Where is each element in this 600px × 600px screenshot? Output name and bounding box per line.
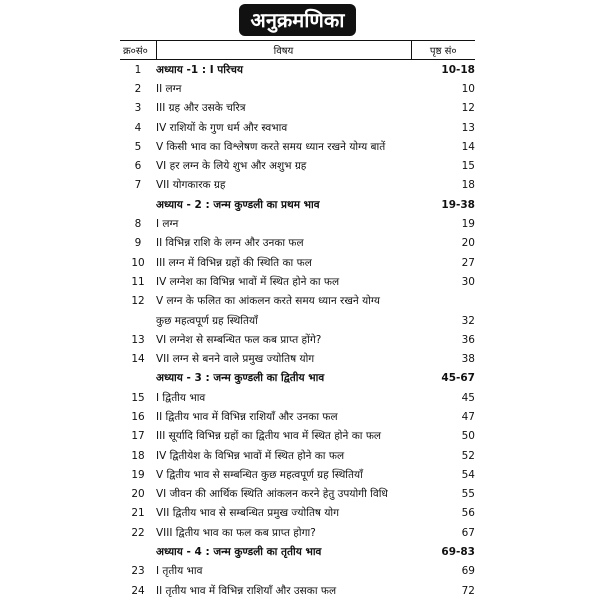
index-page <box>120 0 475 600</box>
row-subject: VI हर लग्न के लिये शुभ और अशुभ ग्रह <box>156 160 307 173</box>
row-subject: III सूर्यादि विभिन्न ग्रहों का द्वितीय भाव में स्थित होने का फल <box>156 430 382 443</box>
toc-row <box>120 253 475 272</box>
row-no <box>120 311 156 330</box>
toc-row <box>120 427 475 446</box>
page-title: अनुक्रमणिका <box>239 4 357 36</box>
toc-row <box>120 176 475 195</box>
row-no: 5 <box>134 140 142 153</box>
toc-row <box>120 311 475 330</box>
row-no: 15 <box>131 391 145 404</box>
row-subject: III लग्न में विभिन्न ग्रहों की स्थिति का फल <box>156 256 312 269</box>
row-page: 10-18 <box>441 63 475 76</box>
toc-row <box>120 272 475 291</box>
toc-row <box>120 349 475 368</box>
row-no: 16 <box>131 410 145 423</box>
row-subject: II द्वितीय भाव में विभिन्न राशियाँ और उनका फल <box>156 410 338 423</box>
row-page: 69-83 <box>441 546 475 559</box>
row-page: 19-38 <box>441 198 475 211</box>
row-no: 22 <box>131 526 145 539</box>
row-subject: II तृतीय भाव में विभिन्न राशियाँ और उसका फल <box>156 584 337 597</box>
row-no: 9 <box>134 237 142 250</box>
toc-row <box>120 465 475 484</box>
row-page: 20 <box>461 237 475 250</box>
row-no <box>120 542 156 561</box>
row-subject: IV राशियों के गुण धर्म और स्वभाव <box>156 121 288 134</box>
row-subject: V द्वितीय भाव से सम्बन्धित कुछ महत्वपूर्ण ग्रह स्थितियाँ <box>156 468 363 481</box>
toc-row <box>120 446 475 465</box>
header-subject: विषय <box>156 41 411 60</box>
row-subject: VIII द्वितीय भाव का फल कब प्राप्त होगा? <box>156 526 316 539</box>
chapter-row <box>120 60 475 80</box>
toc-row <box>120 581 475 600</box>
row-subject: I तृतीय भाव <box>156 565 203 578</box>
row-page: 47 <box>461 410 475 423</box>
row-subject: V किसी भाव का विश्लेषण करते समय ध्यान रखने योग्य बातें <box>156 140 386 153</box>
row-no: 10 <box>131 256 145 269</box>
row-no: 7 <box>134 179 142 192</box>
row-page: 36 <box>461 333 475 346</box>
title-banner <box>120 0 475 40</box>
row-subject: VII लग्न से बनने वाले प्रमुख ज्योतिष योग <box>156 353 315 366</box>
row-page: 69 <box>461 565 475 578</box>
row-no: 21 <box>131 507 145 520</box>
toc-row <box>120 292 475 311</box>
row-subject: VI जीवन की आर्थिक स्थिति आंकलन करने हेतु उपयोगी विधि <box>156 488 388 501</box>
row-no: 20 <box>131 488 145 501</box>
toc-row <box>120 156 475 175</box>
row-subject: III ग्रह और उसके चरित्र <box>156 102 246 115</box>
row-page: 45-67 <box>441 372 475 385</box>
toc-row <box>120 214 475 233</box>
toc-row <box>120 99 475 118</box>
row-no: 3 <box>134 102 142 115</box>
row-page: 72 <box>461 584 475 597</box>
row-no: 8 <box>134 218 142 231</box>
toc-row <box>120 485 475 504</box>
row-page: 15 <box>461 160 475 173</box>
row-no: 18 <box>131 449 145 462</box>
toc-header-row <box>120 41 475 60</box>
row-page: 56 <box>461 507 475 520</box>
row-subject: I लग्न <box>156 218 179 231</box>
toc-row <box>120 79 475 98</box>
chapter-row <box>120 195 475 214</box>
row-subject: I द्वितीय भाव <box>156 391 206 404</box>
header-page: पृष्ठ सं० <box>411 41 475 60</box>
row-page: 52 <box>461 449 475 462</box>
toc-row <box>120 330 475 349</box>
row-page: 30 <box>461 275 475 288</box>
row-page: 27 <box>461 256 475 269</box>
toc-row <box>120 407 475 426</box>
row-page: 12 <box>461 102 475 115</box>
row-page: 14 <box>461 140 475 153</box>
row-page: 19 <box>461 218 475 231</box>
toc-row <box>120 137 475 156</box>
row-page: 67 <box>461 526 475 539</box>
row-no: 1 <box>134 63 142 76</box>
toc-row <box>120 562 475 581</box>
row-page: 13 <box>461 121 475 134</box>
toc-table <box>120 40 475 600</box>
row-subject: अध्याय - 2 : जन्म कुण्डली का प्रथम भाव <box>156 198 320 211</box>
row-no: 14 <box>131 353 145 366</box>
toc-row <box>120 234 475 253</box>
row-subject: II लग्न <box>156 82 182 95</box>
row-subject: V लग्न के फलित का आंकलन करते समय ध्यान रखने योग्य <box>156 295 380 308</box>
toc-body <box>120 60 475 600</box>
row-no: 6 <box>134 160 142 173</box>
row-no: 17 <box>131 430 145 443</box>
header-number: क्र०सं० <box>120 41 156 60</box>
toc-row <box>120 504 475 523</box>
chapter-row <box>120 369 475 388</box>
row-subject: VII योगकारक ग्रह <box>156 179 226 192</box>
row-page: 54 <box>461 468 475 481</box>
row-no <box>120 369 156 388</box>
row-subject: IV लग्नेश का विभिन्न भावों में स्थित होने का फल <box>156 275 340 288</box>
row-page: 55 <box>461 488 475 501</box>
row-no: 11 <box>131 275 145 288</box>
row-subject: II विभिन्न राशि के लग्न और उनका फल <box>156 237 304 250</box>
row-subject: VII द्वितीय भाव से सम्बन्धित प्रमुख ज्योतिष योग <box>156 507 340 520</box>
row-page: 50 <box>461 430 475 443</box>
row-no: 4 <box>134 121 142 134</box>
row-no: 2 <box>134 82 142 95</box>
row-page: 38 <box>461 353 475 366</box>
row-subject: अध्याय - 4 : जन्म कुण्डली का तृतीय भाव <box>156 546 322 559</box>
row-subject: IV द्वितीयेश के विभिन्न भावों में स्थित होने का फल <box>156 449 345 462</box>
row-no: 13 <box>131 333 145 346</box>
row-page: 18 <box>461 179 475 192</box>
row-subject: कुछ महत्वपूर्ण ग्रह स्थितियाँ <box>156 314 258 327</box>
toc-row <box>120 388 475 407</box>
row-page <box>411 292 475 311</box>
row-no: 12 <box>131 295 145 308</box>
toc-row <box>120 523 475 542</box>
row-subject: अध्याय -1 : I परिचय <box>156 63 243 76</box>
row-no: 24 <box>131 584 145 597</box>
row-no <box>120 195 156 214</box>
row-subject: अध्याय - 3 : जन्म कुण्डली का द्वितीय भाव <box>156 372 325 385</box>
chapter-row <box>120 542 475 561</box>
toc-row <box>120 118 475 137</box>
row-page: 10 <box>461 82 475 95</box>
row-subject: VI लग्नेश से सम्बन्धित फल कब प्राप्त होंगे? <box>156 333 322 346</box>
row-no: 19 <box>131 468 145 481</box>
row-page: 45 <box>461 391 475 404</box>
row-no: 23 <box>131 565 145 578</box>
row-page: 32 <box>461 314 475 327</box>
